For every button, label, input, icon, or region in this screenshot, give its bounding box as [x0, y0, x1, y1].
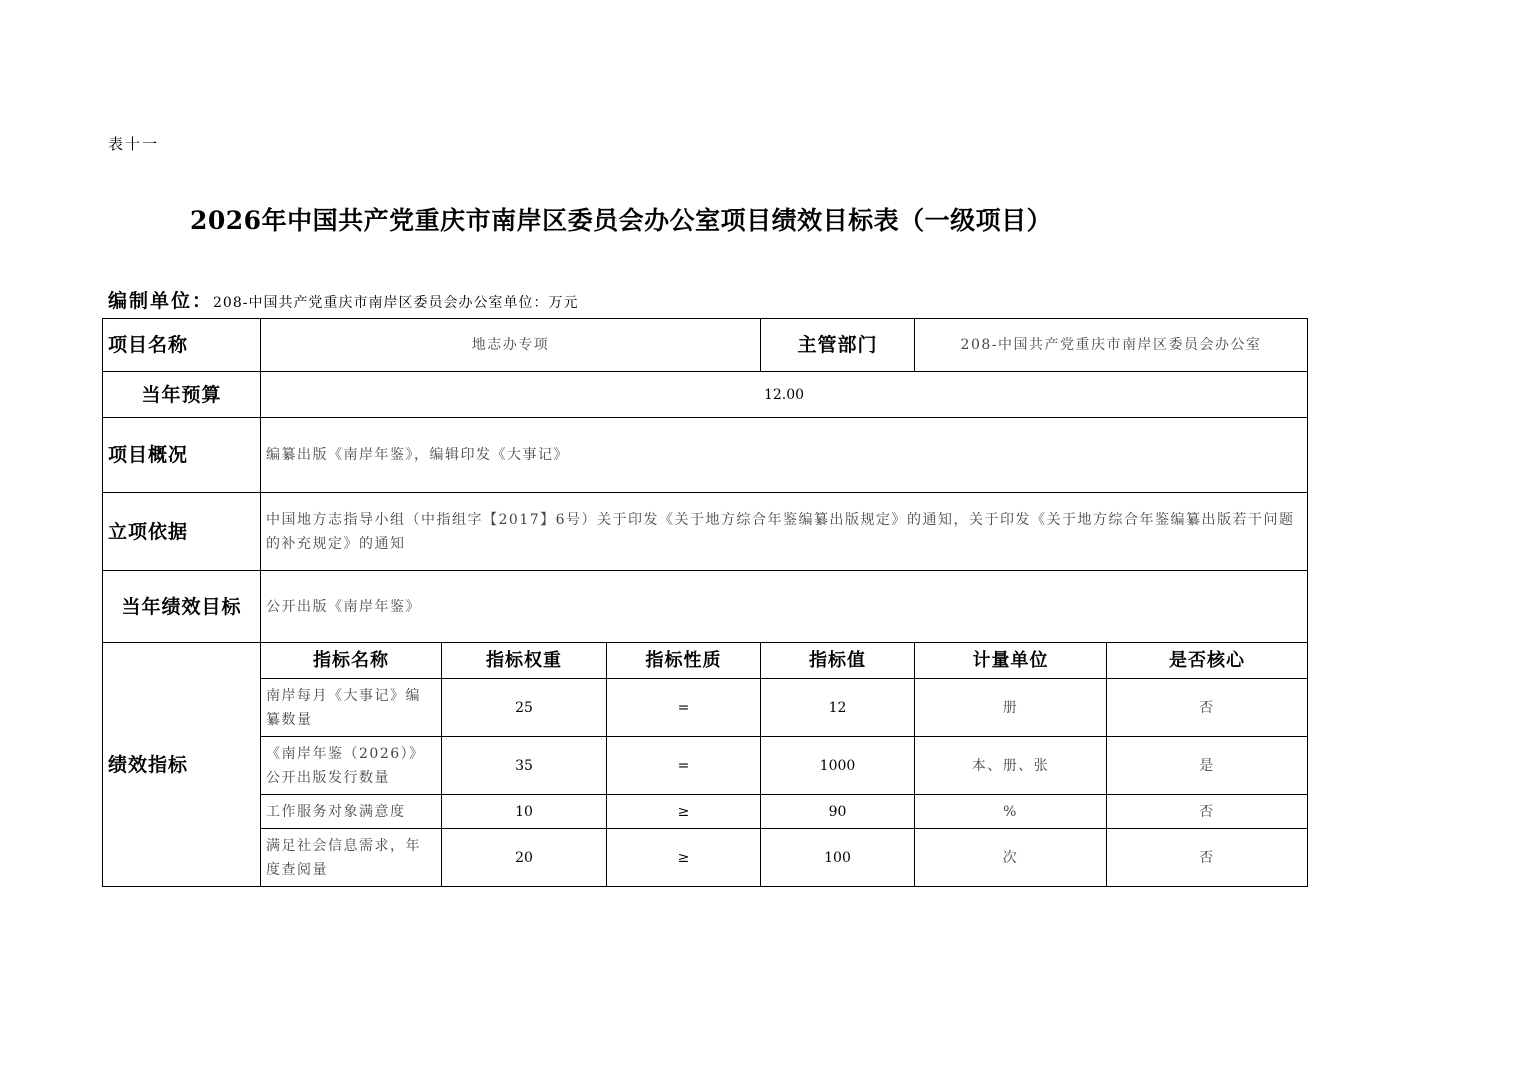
indicator-unit: % — [915, 795, 1107, 829]
table-row — [103, 679, 1308, 737]
compiling-unit-value: 208-中国共产党重庆市南岸区委员会办公室单位：万元 — [213, 295, 579, 311]
basis-label: 立项依据 — [103, 493, 261, 571]
header-measure-unit: 计量单位 — [915, 643, 1107, 679]
row-overview — [103, 418, 1308, 493]
indicator-unit: 册 — [915, 679, 1107, 737]
indicator-nature: ≥ — [607, 829, 761, 887]
header-indicator-weight: 指标权重 — [442, 643, 607, 679]
budget-value: 12.00 — [261, 372, 1308, 418]
goal-value: 公开出版《南岸年鉴》 — [261, 571, 1308, 643]
indicator-weight: 25 — [442, 679, 607, 737]
dept-label: 主管部门 — [761, 319, 915, 372]
compiling-unit-label: 编制单位： — [108, 290, 214, 312]
indicator-name: 《南岸年鉴（2026）》公开出版发行数量 — [261, 737, 442, 795]
indicator-weight: 20 — [442, 829, 607, 887]
dept-value: 208-中国共产党重庆市南岸区委员会办公室 — [915, 319, 1308, 372]
table-row — [103, 737, 1308, 795]
indicator-unit: 本、册、张 — [915, 737, 1107, 795]
indicators-label: 绩效指标 — [103, 643, 261, 887]
indicator-name: 工作服务对象满意度 — [261, 795, 442, 829]
header-indicator-name: 指标名称 — [261, 643, 442, 679]
indicator-weight: 35 — [442, 737, 607, 795]
indicator-nature: = — [607, 679, 761, 737]
budget-label: 当年预算 — [103, 372, 261, 418]
overview-label: 项目概况 — [103, 418, 261, 493]
indicator-weight: 10 — [442, 795, 607, 829]
row-basis — [103, 493, 1308, 571]
indicator-value: 12 — [761, 679, 915, 737]
table-row — [103, 829, 1308, 887]
indicator-core: 否 — [1107, 679, 1308, 737]
indicator-unit: 次 — [915, 829, 1107, 887]
header-indicator-value: 指标值 — [761, 643, 915, 679]
table-row — [103, 795, 1308, 829]
goal-label: 当年绩效目标 — [103, 571, 261, 643]
project-name-value: 地志办专项 — [261, 319, 761, 372]
table-number: 表十一 — [108, 135, 160, 153]
row-budget — [103, 372, 1308, 418]
indicator-value: 100 — [761, 829, 915, 887]
performance-table — [102, 318, 1308, 887]
indicator-core: 是 — [1107, 737, 1308, 795]
compiling-unit-line — [108, 286, 578, 313]
indicator-name: 南岸每月《大事记》编纂数量 — [261, 679, 442, 737]
project-name-label: 项目名称 — [103, 319, 261, 372]
header-indicator-nature: 指标性质 — [607, 643, 761, 679]
indicator-header-row — [103, 643, 1308, 679]
basis-value: 中国地方志指导小组（中指组字【2017】6号）关于印发《关于地方综合年鉴编纂出版规定》的通知，关于印发《关于地方综合年鉴编纂出版若干问题的补充规定》的通知 — [261, 493, 1308, 571]
indicator-nature: = — [607, 737, 761, 795]
header-is-core: 是否核心 — [1107, 643, 1308, 679]
indicator-core: 否 — [1107, 795, 1308, 829]
document-title: 2026年中国共产党重庆市南岸区委员会办公室项目绩效目标表（一级项目） — [190, 206, 1053, 235]
indicator-value: 1000 — [761, 737, 915, 795]
indicator-value: 90 — [761, 795, 915, 829]
row-project-name — [103, 319, 1308, 372]
overview-value: 编纂出版《南岸年鉴》，编辑印发《大事记》 — [261, 418, 1308, 493]
row-goal — [103, 571, 1308, 643]
indicator-name: 满足社会信息需求，年度查阅量 — [261, 829, 442, 887]
indicator-nature: ≥ — [607, 795, 761, 829]
indicator-core: 否 — [1107, 829, 1308, 887]
